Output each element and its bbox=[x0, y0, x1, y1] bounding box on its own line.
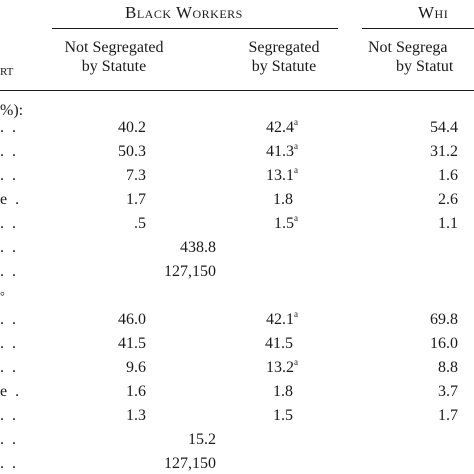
row-stub: e . bbox=[0, 383, 22, 400]
footnote-marker: a bbox=[294, 117, 298, 127]
row-stub: . . bbox=[0, 215, 18, 232]
segregated-value: 1.5$^a$ bbox=[274, 213, 298, 232]
total-value: 127,150 bbox=[164, 263, 216, 280]
white-workers-rule bbox=[362, 28, 474, 29]
footnote-marker: a bbox=[294, 213, 298, 223]
not-segregated-value: 1.7 bbox=[126, 191, 146, 208]
black-workers-rule bbox=[52, 28, 338, 29]
segregated-value: 41.3$^a$ bbox=[266, 141, 298, 160]
row-stub: . . bbox=[0, 407, 18, 424]
white-not-segregated-value: 2.6 bbox=[438, 191, 458, 208]
segregated-value: 42.1$^a$ bbox=[266, 309, 298, 328]
col-header-white-not-segregated: Not Segrega by Statut bbox=[368, 39, 454, 76]
total-value: 438.8 bbox=[180, 239, 216, 256]
row-stub: . . bbox=[0, 119, 18, 136]
white-not-segregated-value: 1.1 bbox=[438, 215, 458, 232]
white-workers-heading: Whi bbox=[418, 3, 449, 22]
not-segregated-value: 41.5 bbox=[118, 335, 146, 352]
not-segregated-value: 40.2 bbox=[118, 119, 146, 136]
segregated-value: 13.2$^a$ bbox=[266, 357, 298, 376]
section-1-label: %): bbox=[0, 102, 24, 119]
row-stub: . . bbox=[0, 167, 18, 184]
row-stub: . . bbox=[0, 311, 18, 328]
footnote-marker: a bbox=[294, 141, 298, 151]
white-not-segregated-value: 3.7 bbox=[438, 383, 458, 400]
not-segregated-value: 1.3 bbox=[126, 407, 146, 424]
total-value: 127,150 bbox=[164, 455, 216, 472]
segregated-value: 13.1$^a$ bbox=[266, 165, 298, 184]
segregated-value: 42.4$^a$ bbox=[266, 117, 298, 136]
header-bottom-rule bbox=[0, 90, 474, 91]
not-segregated-value: .5 bbox=[134, 215, 146, 232]
footnote-marker: a bbox=[294, 357, 298, 367]
row-stub: . . bbox=[0, 431, 18, 448]
not-segregated-value: 46.0 bbox=[118, 311, 146, 328]
white-not-segregated-value: 69.8 bbox=[430, 311, 458, 328]
not-segregated-value: 9.6 bbox=[126, 359, 146, 376]
white-not-segregated-value: 16.0 bbox=[430, 335, 458, 352]
col-header-not-segregated: Not Segregated by Statute bbox=[64, 39, 164, 76]
row-stub: . . bbox=[0, 359, 18, 376]
stub-header: rt bbox=[0, 63, 14, 79]
not-segregated-value: 7.3 bbox=[126, 167, 146, 184]
total-value: 15.2 bbox=[188, 431, 216, 448]
white-not-segregated-value: 1.7 bbox=[438, 407, 458, 424]
white-not-segregated-value: 31.2 bbox=[430, 143, 458, 160]
footnote-marker: a bbox=[294, 309, 298, 319]
row-stub: . . bbox=[0, 455, 18, 472]
segregated-value: 41.5 bbox=[265, 335, 293, 352]
row-stub: . . bbox=[0, 143, 18, 160]
segregated-value: 1.5 bbox=[273, 407, 293, 424]
row-stub: . . bbox=[0, 263, 18, 280]
footnote-marker: a bbox=[294, 165, 298, 175]
row-stub: . . bbox=[0, 335, 18, 352]
segregated-value: 1.8 bbox=[273, 191, 293, 208]
white-not-segregated-value: 8.8 bbox=[438, 359, 458, 376]
row-stub: . . bbox=[0, 239, 18, 256]
not-segregated-value: 1.6 bbox=[126, 383, 146, 400]
black-workers-heading: Black Workers bbox=[125, 3, 243, 22]
row-stub: e . bbox=[0, 191, 22, 208]
white-not-segregated-value: 54.4 bbox=[430, 119, 458, 136]
section-2-label: ° bbox=[0, 289, 5, 303]
not-segregated-value: 50.3 bbox=[118, 143, 146, 160]
col-header-segregated: Segregated by Statute bbox=[248, 39, 320, 76]
white-not-segregated-value: 1.6 bbox=[438, 167, 458, 184]
segregated-value: 1.8 bbox=[273, 383, 293, 400]
